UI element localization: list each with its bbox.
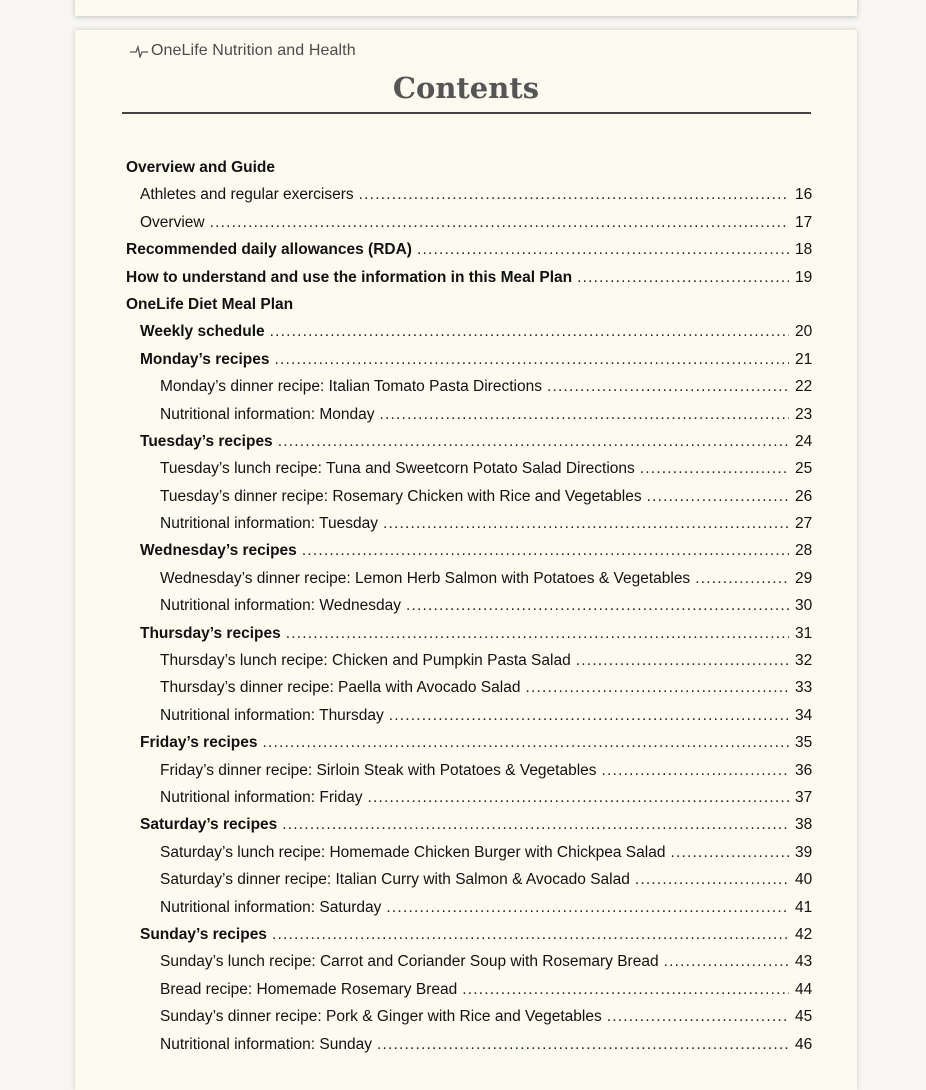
toc-entry[interactable] — [75, 401, 857, 428]
toc-entry[interactable] — [75, 291, 857, 318]
toc-page-number: 41 — [795, 898, 813, 916]
toc-entry[interactable] — [75, 757, 857, 784]
toc-page-number: 19 — [795, 268, 813, 286]
toc-page-number: 25 — [795, 460, 813, 478]
toc-entry[interactable] — [75, 181, 857, 208]
toc-entry[interactable] — [75, 264, 857, 291]
toc-page-number: 33 — [795, 679, 813, 697]
toc-entry[interactable] — [75, 839, 857, 866]
toc-entry-label: Saturday’s dinner recipe: Italian Curry with Salmon & Avocado Salad — [160, 871, 630, 889]
toc-entry-label: Overview and Guide — [126, 159, 276, 176]
toc-page-number: 29 — [795, 569, 813, 587]
toc-entry-label: Thursday’s recipes — [140, 624, 281, 642]
toc-entry-label: Tuesday’s lunch recipe: Tuna and Sweetcorn Potato Salad Directions — [160, 460, 635, 478]
toc-entry[interactable] — [75, 236, 857, 263]
toc-entry-label: Sunday’s lunch recipe: Carrot and Coriander Soup with Rosemary Bread — [160, 953, 659, 971]
previous-page-edge — [75, 0, 857, 16]
table-of-contents — [75, 154, 857, 1058]
toc-page-number: 36 — [795, 761, 813, 779]
toc-entry[interactable] — [75, 702, 857, 729]
dot-leader — [417, 236, 789, 263]
toc-entry-label: Wednesday’s recipes — [140, 542, 297, 560]
dot-leader — [602, 757, 789, 784]
toc-page-number: 42 — [795, 925, 813, 943]
toc-entry[interactable] — [75, 209, 857, 236]
toc-page-number: 24 — [795, 432, 813, 450]
toc-entry-label: Nutritional information: Sunday — [160, 1035, 372, 1053]
toc-entry-label: Nutritional information: Monday — [160, 405, 375, 423]
dot-leader — [286, 620, 789, 647]
toc-page-number: 32 — [795, 652, 813, 670]
toc-page-number: 46 — [795, 1035, 813, 1053]
page-title: Contents — [392, 71, 540, 105]
toc-page-number: 44 — [795, 980, 813, 998]
dot-leader — [359, 181, 789, 208]
toc-page-number: 18 — [795, 241, 813, 259]
toc-entry[interactable] — [75, 948, 857, 975]
toc-entry-label: Tuesday’s recipes — [140, 432, 273, 450]
dot-leader — [270, 318, 789, 345]
toc-entry[interactable] — [75, 154, 857, 181]
dot-leader — [695, 565, 789, 592]
dot-leader — [262, 729, 789, 756]
toc-entry-label: Nutritional information: Thursday — [160, 706, 384, 724]
toc-entry[interactable] — [75, 373, 857, 400]
toc-page-number: 26 — [795, 487, 813, 505]
toc-page-number: 28 — [795, 542, 813, 560]
toc-entry[interactable] — [75, 565, 857, 592]
dot-leader — [647, 483, 789, 510]
brand-header — [129, 42, 356, 60]
toc-entry[interactable] — [75, 1003, 857, 1030]
toc-entry-label: Tuesday’s dinner recipe: Rosemary Chicken with Rice and Vegetables — [160, 487, 642, 505]
toc-page-number: 17 — [795, 213, 813, 231]
toc-entry[interactable] — [75, 510, 857, 537]
toc-entry[interactable] — [75, 537, 857, 564]
toc-entry-label: Recommended daily allowances (RDA) — [126, 241, 412, 259]
toc-entry-label: Wednesday’s dinner recipe: Lemon Herb Salmon with Potatoes & Vegetables — [160, 569, 691, 587]
toc-entry-label: Saturday’s lunch recipe: Homemade Chicken Burger with Chickpea Salad — [160, 843, 666, 861]
dot-leader — [380, 401, 789, 428]
dot-leader — [278, 428, 789, 455]
toc-entry-label: Overview — [140, 213, 205, 231]
toc-entry[interactable] — [75, 894, 857, 921]
dot-leader — [577, 264, 789, 291]
brand-name: OneLife Nutrition and Health — [151, 42, 356, 59]
toc-entry-label: Saturday’s recipes — [140, 816, 278, 834]
dot-leader — [670, 839, 789, 866]
dot-leader — [383, 510, 789, 537]
toc-entry[interactable] — [75, 428, 857, 455]
toc-page-number: 40 — [795, 871, 813, 889]
toc-entry[interactable] — [75, 620, 857, 647]
toc-page-number: 27 — [795, 515, 813, 533]
toc-entry[interactable] — [75, 784, 857, 811]
dot-leader — [547, 373, 789, 400]
toc-entry[interactable] — [75, 674, 857, 701]
dot-leader — [272, 921, 789, 948]
dot-leader — [282, 811, 789, 838]
dot-leader — [302, 537, 789, 564]
toc-entry[interactable] — [75, 346, 857, 373]
dot-leader — [406, 592, 789, 619]
toc-entry-label: Friday’s dinner recipe: Sirloin Steak with Potatoes & Vegetables — [160, 761, 597, 779]
toc-entry-label: Athletes and regular exercisers — [140, 186, 354, 204]
dot-leader — [635, 866, 789, 893]
toc-entry-label: Monday’s recipes — [140, 350, 270, 368]
dot-leader — [664, 948, 789, 975]
dot-leader — [386, 894, 789, 921]
dot-leader — [367, 784, 789, 811]
heartbeat-logo-icon — [129, 44, 149, 58]
dot-leader — [525, 674, 789, 701]
toc-page-number: 43 — [795, 953, 813, 971]
toc-entry[interactable] — [75, 976, 857, 1003]
toc-entry[interactable] — [75, 483, 857, 510]
toc-page-number: 16 — [795, 186, 813, 204]
toc-entry[interactable] — [75, 455, 857, 482]
toc-entry[interactable] — [75, 592, 857, 619]
toc-entry-label: Nutritional information: Saturday — [160, 898, 382, 916]
toc-page-number: 35 — [795, 734, 813, 752]
dot-leader — [275, 346, 789, 373]
toc-entry-label: Sunday’s dinner recipe: Pork & Ginger with Rice and Vegetables — [160, 1008, 602, 1026]
toc-entry-label: Nutritional information: Wednesday — [160, 597, 401, 615]
toc-entry-label: Friday’s recipes — [140, 734, 258, 752]
dot-leader — [389, 702, 789, 729]
toc-entry-label: OneLife Diet Meal Plan — [126, 295, 294, 313]
toc-entry-label: Thursday’s lunch recipe: Chicken and Pumpkin Pasta Salad — [160, 652, 571, 670]
toc-entry[interactable] — [75, 647, 857, 674]
toc-page-number: 30 — [795, 597, 813, 615]
toc-page-number: 21 — [795, 350, 813, 368]
toc-entry-label: Weekly schedule — [140, 323, 265, 341]
dot-leader — [210, 209, 789, 236]
toc-entry[interactable] — [75, 1031, 857, 1058]
dot-leader — [576, 647, 789, 674]
toc-page-number: 38 — [795, 816, 813, 834]
toc-page-number: 45 — [795, 1008, 813, 1026]
toc-entry-label: Monday’s dinner recipe: Italian Tomato Pasta Directions — [160, 378, 542, 396]
toc-entry[interactable] — [75, 866, 857, 893]
toc-page-number: 22 — [795, 378, 813, 396]
toc-entry[interactable] — [75, 729, 857, 756]
toc-entry-label: Sunday’s recipes — [140, 925, 267, 943]
toc-page-number: 34 — [795, 706, 813, 724]
dot-leader — [377, 1031, 789, 1058]
toc-page-number: 23 — [795, 405, 813, 423]
toc-page-number: 39 — [795, 843, 813, 861]
toc-entry[interactable] — [75, 318, 857, 345]
toc-page-number: 20 — [795, 323, 813, 341]
toc-entry-label: Nutritional information: Tuesday — [160, 515, 378, 533]
toc-page-number: 37 — [795, 788, 813, 806]
toc-page-number: 31 — [795, 624, 813, 642]
dot-leader — [607, 1003, 789, 1030]
dot-leader — [640, 455, 789, 482]
title-underline — [122, 112, 811, 114]
toc-entry[interactable] — [75, 811, 857, 838]
toc-entry[interactable] — [75, 921, 857, 948]
toc-entry-label: Bread recipe: Homemade Rosemary Bread — [160, 980, 458, 998]
dot-leader — [462, 976, 789, 1003]
document-page — [75, 30, 857, 1090]
toc-entry-label: Nutritional information: Friday — [160, 788, 363, 806]
toc-entry-label: How to understand and use the information in this Meal Plan — [126, 268, 573, 286]
toc-entry-label: Thursday’s dinner recipe: Paella with Avocado Salad — [160, 679, 521, 697]
